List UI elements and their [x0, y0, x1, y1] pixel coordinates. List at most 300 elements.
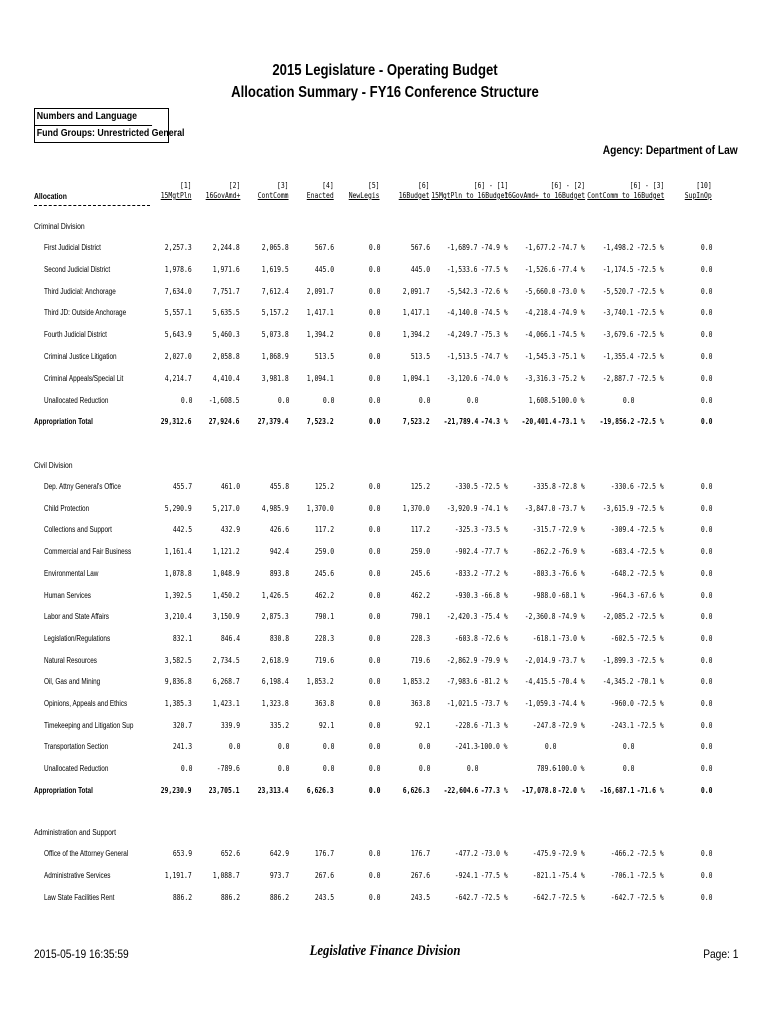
row-value: 245.6	[410, 568, 430, 578]
row-value: -72.5 %	[637, 655, 664, 665]
row-value: -73.0 %	[558, 633, 585, 643]
row-value: -964.3	[610, 590, 634, 600]
row-value: 1,088.7	[213, 871, 240, 880]
filter-fund-groups: Fund Groups: Unrestricted General	[35, 125, 152, 142]
column-name: ContComm to 16Budget	[586, 191, 664, 200]
row-value: 1,370.0	[403, 503, 430, 513]
row-value: 176.7	[314, 849, 334, 858]
row-value: -100.0 %	[554, 395, 585, 405]
row-value: 7,634.0	[165, 286, 192, 296]
table-row	[0, 677, 770, 689]
row-value: 0.0	[368, 264, 380, 274]
row-value: 642.9	[269, 849, 289, 858]
row-value: -72.9 %	[558, 720, 585, 730]
row-value: -74.5 %	[558, 330, 585, 340]
section-heading: Criminal Division	[34, 222, 85, 231]
row-value: 4,410.4	[213, 373, 240, 383]
row-value: -73.7 %	[481, 699, 508, 708]
row-value: -74.1 %	[481, 503, 508, 513]
row-value: -17,078.8	[521, 785, 556, 795]
row-value: -77.5 %	[481, 264, 508, 274]
row-value: 461.0	[220, 482, 240, 491]
row-value: -2,360.8	[525, 612, 556, 622]
row-value: 0.0	[368, 785, 380, 795]
row-value: 0.0	[622, 395, 634, 405]
row-label: Transportation Section	[44, 742, 109, 752]
allocation-header-rule	[34, 205, 150, 206]
row-value: -821.1	[532, 871, 556, 880]
row-value: -73.1 %	[558, 417, 585, 427]
row-value: 7,751.7	[213, 286, 240, 296]
row-value: -72.6 %	[481, 633, 508, 643]
column-number: [1]	[180, 181, 192, 190]
row-value: -466.2	[610, 849, 634, 858]
column-number: [6] - [3]	[629, 181, 664, 190]
row-value: 0.0	[368, 243, 380, 252]
row-value: 29,230.9	[161, 785, 192, 795]
row-value: 0.0	[180, 395, 192, 405]
row-value: 0.0	[700, 503, 712, 513]
row-value: 886.2	[269, 893, 289, 902]
row-value: 0.0	[368, 655, 380, 665]
row-value: -72.5 %	[637, 871, 664, 880]
row-value: 0.0	[368, 417, 380, 427]
table-row	[0, 871, 770, 883]
row-value: 0.0	[368, 633, 380, 643]
row-value: 789.6	[536, 764, 556, 774]
row-value: 0.0	[368, 373, 380, 383]
column-header	[205, 181, 240, 201]
row-value: -71.6 %	[637, 785, 664, 795]
row-value: 0.0	[368, 503, 380, 513]
row-value: -3,920.9	[447, 503, 478, 513]
row-label: Dep. Attny General's Office	[44, 482, 121, 491]
row-value: 0.0	[466, 764, 478, 774]
row-value: -75.1 %	[558, 352, 585, 361]
table-row	[0, 569, 770, 581]
row-value: 0.0	[700, 871, 712, 880]
row-value: 0.0	[700, 417, 712, 427]
row-value: 0.0	[368, 525, 380, 535]
row-value: 5,635.5	[213, 308, 240, 318]
row-label: Labor and State Affairs	[44, 612, 109, 622]
row-value: 830.8	[269, 633, 289, 643]
row-value: -72.5 %	[637, 612, 664, 622]
row-value: 513.5	[410, 352, 430, 361]
row-value: -68.1 %	[558, 590, 585, 600]
row-value: 1,619.5	[262, 264, 289, 274]
report-subtitle: Allocation Summary - FY16 Conference Structure	[231, 84, 539, 101]
row-label: Office of the Attorney General	[44, 849, 129, 858]
row-value: 0.0	[368, 677, 380, 687]
row-value: 0.0	[700, 893, 712, 902]
row-value: -77.2 %	[481, 568, 508, 578]
row-value: 1,394.2	[307, 330, 334, 340]
row-value: 790.1	[314, 612, 334, 622]
row-value: 0.0	[277, 742, 289, 752]
row-label: Child Protection	[44, 503, 90, 513]
row-value: 245.6	[314, 568, 334, 578]
row-value: -1,355.4	[603, 352, 634, 361]
row-value: 0.0	[622, 764, 634, 774]
row-value: -706.1	[610, 871, 634, 880]
row-value: 2,875.3	[262, 612, 289, 622]
table-row	[0, 330, 770, 342]
row-value: -4,249.7	[447, 330, 478, 340]
table-row	[0, 504, 770, 516]
row-value: 1,078.8	[165, 568, 192, 578]
row-value: 5,217.0	[213, 503, 240, 513]
row-value: -862.2	[532, 547, 556, 557]
row-value: 790.1	[410, 612, 430, 622]
column-header	[431, 181, 508, 201]
row-value: 3,981.8	[262, 373, 289, 383]
row-value: 3,150.9	[213, 612, 240, 622]
row-value: 228.3	[410, 633, 430, 643]
row-value: -72.5 %	[637, 308, 664, 318]
row-value: -2,420.3	[447, 612, 478, 622]
agency-label: Agency: Department of Law	[603, 143, 738, 157]
column-name: 16Budget	[399, 191, 430, 200]
row-value: -603.8	[454, 633, 478, 643]
row-value: 9,836.8	[165, 677, 192, 687]
row-value: 1,971.6	[213, 264, 240, 274]
row-value: 241.3	[172, 742, 192, 752]
column-name: SupInOp	[685, 191, 712, 200]
row-value: 1,868.9	[262, 352, 289, 361]
row-value: 1,121.2	[213, 547, 240, 557]
column-number: [3]	[277, 181, 289, 190]
row-value: -2,862.9	[447, 655, 478, 665]
row-value: -73.5 %	[481, 525, 508, 535]
row-value: 259.0	[314, 547, 334, 557]
row-value: 0.0	[700, 764, 712, 774]
row-value: -16,687.1	[599, 785, 634, 795]
row-value: 176.7	[410, 849, 430, 858]
row-value: -5,542.3	[447, 286, 478, 296]
row-value: 0.0	[322, 764, 334, 774]
row-label: Natural Resources	[44, 655, 97, 665]
row-label: Commercial and Fair Business	[44, 547, 132, 557]
row-value: 0.0	[700, 568, 712, 578]
row-value: 0.0	[700, 633, 712, 643]
footer-page-number: Page: 1	[702, 947, 738, 961]
row-value: 6,198.4	[262, 677, 289, 687]
row-value: 0.0	[700, 612, 712, 622]
row-value: -1,021.5	[447, 699, 478, 708]
row-value: 2,027.0	[165, 352, 192, 361]
table-row	[0, 287, 770, 299]
table-row	[0, 591, 770, 603]
row-value: -73.7 %	[558, 655, 585, 665]
row-label: Third JD: Outside Anchorage	[44, 308, 127, 318]
row-value: -4,415.5	[525, 677, 556, 687]
row-value: -4,345.2	[603, 677, 634, 687]
row-value: -74.5 %	[481, 308, 508, 318]
row-value: 567.6	[314, 243, 334, 252]
table-row	[0, 764, 770, 776]
row-value: 0.0	[368, 286, 380, 296]
row-value: 363.8	[314, 699, 334, 708]
row-value: 942.4	[269, 547, 289, 557]
row-value: -74.7 %	[481, 352, 508, 361]
row-value: -72.5 %	[481, 893, 508, 902]
row-value: 29,312.6	[161, 417, 192, 427]
row-value: 0.0	[700, 720, 712, 730]
row-value: -228.6	[454, 720, 478, 730]
allocation-column-header: Allocation	[34, 192, 67, 201]
row-value: 0.0	[466, 395, 478, 405]
row-value: 462.2	[410, 590, 430, 600]
row-value: 1,423.1	[213, 699, 240, 708]
row-value: 4,214.7	[165, 373, 192, 383]
row-value: 0.0	[368, 308, 380, 318]
row-value: -72.5 %	[637, 699, 664, 708]
row-value: -1,533.6	[447, 264, 478, 274]
row-value: 0.0	[368, 568, 380, 578]
row-label: First Judicial District	[44, 243, 101, 252]
column-header	[349, 181, 380, 201]
row-value: 4,985.9	[262, 503, 289, 513]
row-label: Human Services	[44, 590, 91, 600]
row-value: -960.0	[610, 699, 634, 708]
row-value: 0.0	[700, 264, 712, 274]
row-value: 0.0	[368, 699, 380, 708]
row-value: 0.0	[368, 764, 380, 774]
row-value: 0.0	[700, 286, 712, 296]
row-value: 1,191.7	[165, 871, 192, 880]
row-value: 5,460.3	[213, 330, 240, 340]
row-value: -72.5 %	[481, 482, 508, 491]
row-value: 267.6	[314, 871, 334, 880]
table-row	[0, 265, 770, 277]
table-row	[0, 352, 770, 364]
row-value: -72.5 %	[637, 264, 664, 274]
row-value: 0.0	[368, 547, 380, 557]
row-value: -4,218.4	[525, 308, 556, 318]
row-value: 0.0	[418, 742, 430, 752]
row-value: -315.7	[532, 525, 556, 535]
row-value: -19,856.2	[599, 417, 634, 427]
row-value: -71.3 %	[481, 720, 508, 730]
row-value: 5,643.9	[165, 330, 192, 340]
row-value: 125.2	[410, 482, 430, 491]
row-value: 0.0	[700, 699, 712, 708]
row-value: -74.9 %	[481, 243, 508, 252]
table-row	[0, 849, 770, 861]
column-number: [6] - [1]	[473, 181, 508, 190]
row-label: Legislation/Regulations	[44, 633, 111, 643]
row-value: 1,370.0	[307, 503, 334, 513]
row-value: -1,498.2	[603, 243, 634, 252]
row-value: -330.6	[610, 482, 634, 491]
row-value: -648.2	[610, 568, 634, 578]
row-value: 0.0	[322, 742, 334, 752]
row-value: 0.0	[368, 871, 380, 880]
column-header	[504, 181, 585, 201]
row-value: 1,417.1	[403, 308, 430, 318]
row-label: Collections and Support	[44, 525, 112, 535]
row-value: -22,604.6	[443, 785, 478, 795]
row-value: 719.6	[410, 655, 430, 665]
row-value: 0.0	[700, 525, 712, 535]
row-value: -72.5 %	[637, 547, 664, 557]
row-value: 0.0	[368, 849, 380, 858]
column-number: [4]	[322, 181, 334, 190]
row-value: 363.8	[410, 699, 430, 708]
row-value: -72.5 %	[637, 373, 664, 383]
appropriation-total-row	[0, 417, 770, 429]
row-value: 0.0	[700, 849, 712, 858]
row-value: 886.2	[172, 893, 192, 902]
row-value: -67.6 %	[637, 590, 664, 600]
table-row	[0, 308, 770, 320]
row-value: -930.3	[454, 590, 478, 600]
row-value: -72.5 %	[637, 243, 664, 252]
row-value: -75.4 %	[481, 612, 508, 622]
row-value: 445.0	[314, 264, 334, 274]
row-value: -988.0	[532, 590, 556, 600]
row-label: Third Judicial: Anchorage	[44, 286, 116, 296]
row-label: Opinions, Appeals and Ethics	[44, 699, 128, 708]
row-value: 2,618.9	[262, 655, 289, 665]
row-value: -330.5	[454, 482, 478, 491]
row-value: 2,091.7	[403, 286, 430, 296]
row-value: 445.0	[410, 264, 430, 274]
row-value: 117.2	[314, 525, 334, 535]
table-row	[0, 656, 770, 668]
row-value: 2,244.8	[213, 243, 240, 252]
row-value: 0.0	[700, 677, 712, 687]
column-name: 16GovAmd+ to 16Budget	[504, 191, 585, 200]
row-value: 846.4	[220, 633, 240, 643]
column-number: [6]	[418, 181, 430, 190]
section-heading: Administration and Support	[34, 828, 117, 837]
row-value: -3,316.3	[525, 373, 556, 383]
row-value: -1,174.5	[603, 264, 634, 274]
row-value: 0.0	[700, 655, 712, 665]
row-value: -74.3 %	[481, 417, 508, 427]
row-value: -72.9 %	[558, 849, 585, 858]
row-label: Unallocated Reduction	[44, 395, 109, 405]
column-header	[587, 181, 664, 201]
table-row	[0, 893, 770, 905]
row-value: 6,268.7	[213, 677, 240, 687]
row-value: 3,582.5	[165, 655, 192, 665]
row-value: -74.7 %	[558, 243, 585, 252]
row-value: -72.5 %	[637, 330, 664, 340]
row-value: 0.0	[700, 330, 712, 340]
row-value: -81.2 %	[481, 677, 508, 687]
filter-box	[34, 108, 185, 143]
row-value: -74.4 %	[558, 699, 585, 708]
row-value: -72.5 %	[637, 720, 664, 730]
row-value: -79.9 %	[481, 655, 508, 665]
row-value: 442.5	[172, 525, 192, 535]
table-row	[0, 612, 770, 624]
row-value: 1,048.9	[213, 568, 240, 578]
row-value: -2,887.7	[603, 373, 634, 383]
filter-language: Numbers and Language	[36, 111, 137, 122]
row-value: -618.1	[532, 633, 556, 643]
table-row	[0, 699, 770, 711]
row-value: 455.7	[172, 482, 192, 491]
row-value: 267.6	[410, 871, 430, 880]
row-value: -100.0 %	[477, 742, 508, 752]
row-value: -3,615.9	[603, 503, 634, 513]
row-value: 243.5	[410, 893, 430, 902]
row-value: 886.2	[220, 893, 240, 902]
row-value: -1,526.6	[525, 264, 556, 274]
row-value: 27,924.6	[209, 417, 240, 427]
row-value: -2,085.2	[603, 612, 634, 622]
row-value: 0.0	[700, 482, 712, 491]
row-value: 719.6	[314, 655, 334, 665]
row-value: -72.5 %	[637, 503, 664, 513]
row-value: -77.7 %	[481, 547, 508, 557]
row-value: -325.3	[454, 525, 478, 535]
row-value: 92.1	[414, 720, 430, 730]
row-value: 0.0	[180, 764, 192, 774]
row-value: -1,059.3	[525, 699, 556, 708]
column-header	[399, 181, 430, 201]
column-header	[258, 181, 289, 201]
row-value: -475.9	[532, 849, 556, 858]
row-value: -247.8	[532, 720, 556, 730]
row-value: -833.2	[454, 568, 478, 578]
row-value: -3,847.0	[525, 503, 556, 513]
row-value: -3,740.1	[603, 308, 634, 318]
row-value: 832.1	[172, 633, 192, 643]
row-value: 6,626.3	[307, 785, 334, 795]
row-label: Appropriation Total	[34, 417, 93, 427]
row-value: -76.6 %	[558, 568, 585, 578]
row-value: -70.4 %	[558, 677, 585, 687]
row-value: 0.0	[368, 590, 380, 600]
row-value: 1,978.6	[165, 264, 192, 274]
row-value: -5,520.7	[603, 286, 634, 296]
row-value: 117.2	[410, 525, 430, 535]
row-value: -74.0 %	[481, 373, 508, 383]
row-value: 0.0	[368, 482, 380, 491]
row-value: -75.2 %	[558, 373, 585, 383]
section-heading: Civil Division	[34, 461, 73, 470]
row-value: 0.0	[544, 742, 556, 752]
row-value: -72.5 %	[637, 286, 664, 296]
column-name: 15MgtPln	[161, 191, 192, 200]
row-value: 0.0	[700, 785, 712, 795]
row-value: 893.8	[269, 568, 289, 578]
row-value: 0.0	[368, 612, 380, 622]
row-value: 1,426.5	[262, 590, 289, 600]
row-value: 0.0	[228, 742, 240, 752]
row-value: -5,660.0	[525, 286, 556, 296]
row-value: -4,140.0	[447, 308, 478, 318]
row-value: -77.3 %	[481, 785, 508, 795]
row-value: 1,094.1	[403, 373, 430, 383]
row-value: -77.5 %	[481, 871, 508, 880]
row-value: -72.5 %	[637, 849, 664, 858]
row-value: 228.3	[314, 633, 334, 643]
column-name: ContComm	[258, 191, 289, 200]
row-value: 92.1	[318, 720, 334, 730]
table-row	[0, 525, 770, 537]
row-value: -100.0 %	[554, 764, 585, 774]
row-value: 1,417.1	[307, 308, 334, 318]
row-value: 426.6	[269, 525, 289, 535]
row-value: -309.4	[610, 525, 634, 535]
row-value: 0.0	[700, 547, 712, 557]
